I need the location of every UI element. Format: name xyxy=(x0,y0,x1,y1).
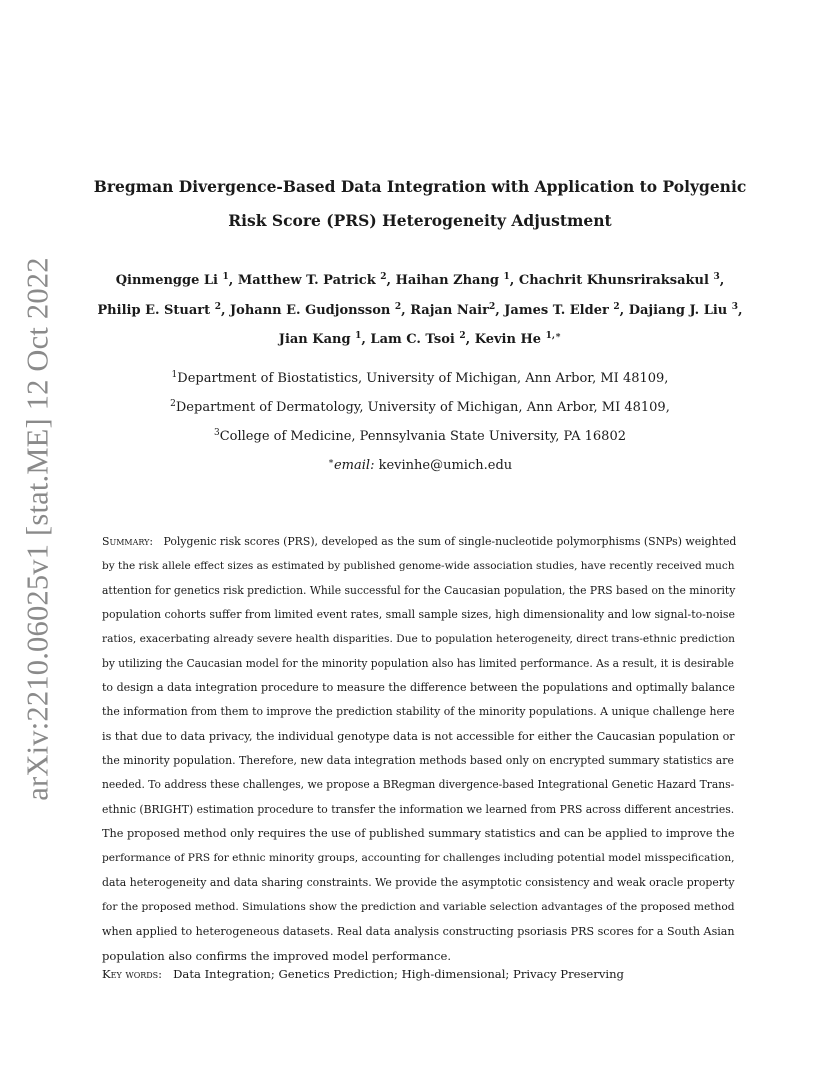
author-line: Philip E. Stuart $^2$, Johann E. Gudjonsson $^2$, Rajan Nair$^2$, James T. Elder $^2$, Dajiang J. Liu $^3$, xyxy=(97,301,743,318)
abstract-line: to design a data integration procedure to measure the difference between the populations and optimally balance xyxy=(102,681,735,695)
affiliation-number: 1 xyxy=(171,370,178,380)
author-list xyxy=(60,266,780,355)
abstract-line: when applied to heterogeneous datasets. Real data analysis constructing psoriasis PRS scores for a South Asian xyxy=(102,924,735,938)
abstract-line: by utilizing the Caucasian model for the minority population also has limited performance. As a result, it is desirable xyxy=(102,656,734,670)
abstract-line: population cohorts suffer from limited event rates, small sample sizes, high dimensionality and low signal-to-noise xyxy=(102,608,735,622)
affiliation-marker: 3 xyxy=(731,301,739,312)
paper-title-line: Bregman Divergence-Based Data Integration with Application to Polygenic xyxy=(93,177,747,196)
author-name: Chachrit Khunsriraksakul xyxy=(518,273,709,288)
email-label: email: xyxy=(333,458,375,473)
affiliation-marker: 1 xyxy=(222,272,229,282)
abstract-line: needed. To address these challenges, we propose a BRegman divergence-based Integrational Genetic Hazard Trans- xyxy=(102,778,735,792)
affiliation-marker: 2 xyxy=(394,301,402,312)
keywords-text: Data Integration; Genetics Prediction; High-dimensional; Privacy Preserving xyxy=(173,967,624,981)
affiliation-marker: 1 xyxy=(503,272,510,282)
affiliation-marker: 1 xyxy=(355,331,362,341)
author-name: Dajiang J. Liu xyxy=(628,302,728,318)
abstract-line: the minority population. Therefore, new data integration methods based only on encrypted summary statistics are xyxy=(102,754,734,768)
abstract-line: the information from them to improve the prediction stability of the minority populations. A unique challenge here xyxy=(102,705,735,719)
abstract-line: data heterogeneity and data sharing constraints. We provide the asymptotic consistency and weak oracle property xyxy=(102,875,735,889)
affiliation xyxy=(80,393,760,422)
keywords-heading: Key words: xyxy=(102,967,163,981)
abstract-heading: Summary: xyxy=(102,535,154,548)
corresponding-email xyxy=(80,451,760,480)
affiliation-marker: 2 xyxy=(613,301,620,312)
email-address[interactable]: kevinhe@umich.edu xyxy=(378,458,513,473)
affiliation-text: Department of Biostatistics, University of Michigan, Ann Arbor, MI 48109, xyxy=(177,371,669,386)
affiliation-number: 3 xyxy=(213,428,220,438)
author-name: Jian Kang xyxy=(278,332,351,347)
abstract-line xyxy=(102,530,735,554)
affiliation xyxy=(80,364,760,393)
affiliation-text: Department of Dermatology, University of Michigan, Ann Arbor, MI 48109, xyxy=(175,400,670,415)
affiliation-marker: 3 xyxy=(713,272,720,282)
abstract-line: for the proposed method. Simulations show the prediction and variable selection advantages of the proposed method xyxy=(102,900,735,914)
author-name: Matthew T. Patrick xyxy=(237,273,376,288)
arxiv-identifier-text: arXiv:2210.06025v1 [stat.ME] 12 Oct 2022 xyxy=(20,257,55,801)
author-name: Kevin He xyxy=(474,332,542,347)
abstract-line: ethnic (BRIGHT) estimation procedure to transfer the information we learned from PRS across different ancestries. xyxy=(102,802,735,816)
corresponding-marker: ∗ xyxy=(327,457,334,467)
affiliation-marker: 2 xyxy=(380,272,387,282)
abstract-line: population also confirms the improved model performance. xyxy=(102,948,452,963)
author-name: Qinmengge Li xyxy=(115,273,218,288)
author-name: Lam C. Tsoi xyxy=(370,332,455,347)
affiliation-marker: 1,∗ xyxy=(545,331,562,341)
author-name: Philip E. Stuart xyxy=(97,302,211,318)
affiliation-marker: 2 xyxy=(459,331,466,341)
paper-title xyxy=(80,170,760,238)
abstract-line-text: Polygenic risk scores (PRS), developed as the sum of single-nucleotide polymorphisms (SNPs) weighted xyxy=(163,535,737,548)
abstract-line: ratios, exacerbating already severe health disparities. Due to population heterogeneity, direct trans-ethnic prediction xyxy=(102,632,735,646)
author-name: Johann E. Gudjonsson xyxy=(230,302,391,318)
abstract xyxy=(102,530,735,968)
affiliation-number: 2 xyxy=(170,399,176,409)
abstract-line: is that due to data privacy, the individual genotype data is not accessible for either the Caucasian population or xyxy=(102,729,735,743)
abstract-line: attention for genetics risk prediction. While successful for the Caucasian population, the PRS based on the minority xyxy=(102,583,736,597)
affiliation xyxy=(80,422,760,451)
affiliation-marker: 2 xyxy=(488,301,496,312)
author-name: Rajan Nair xyxy=(410,302,489,318)
keywords xyxy=(102,962,735,986)
affiliation-marker: 2 xyxy=(214,301,221,312)
abstract-line: The proposed method only requires the use of published summary statistics and can be applied to improve the xyxy=(102,827,735,841)
author-name: James T. Elder xyxy=(504,302,609,318)
affiliation-list xyxy=(80,364,760,480)
abstract-line: by the risk allele effect sizes as estimated by published genome-wide association studies, have recently received much xyxy=(102,560,735,573)
affiliation-text: College of Medicine, Pennsylvania State University, PA 16802 xyxy=(219,429,626,444)
paper-title-line: Risk Score (PRS) Heterogeneity Adjustment xyxy=(228,211,612,230)
author-name: Haihan Zhang xyxy=(395,273,499,288)
author-line: Qinmengge Li $^1$, Matthew T. Patrick $^2$, Haihan Zhang $^1$, Chachrit Khunsriraksakul $^3$, xyxy=(115,272,725,288)
author-line: Jian Kang $^1$, Lam C. Tsoi $^2$, Kevin He $^{1,∗}$ xyxy=(278,331,562,347)
abstract-line: performance of PRS for ethnic minority groups, accounting for challenges including potential model misspecification, xyxy=(102,852,735,865)
